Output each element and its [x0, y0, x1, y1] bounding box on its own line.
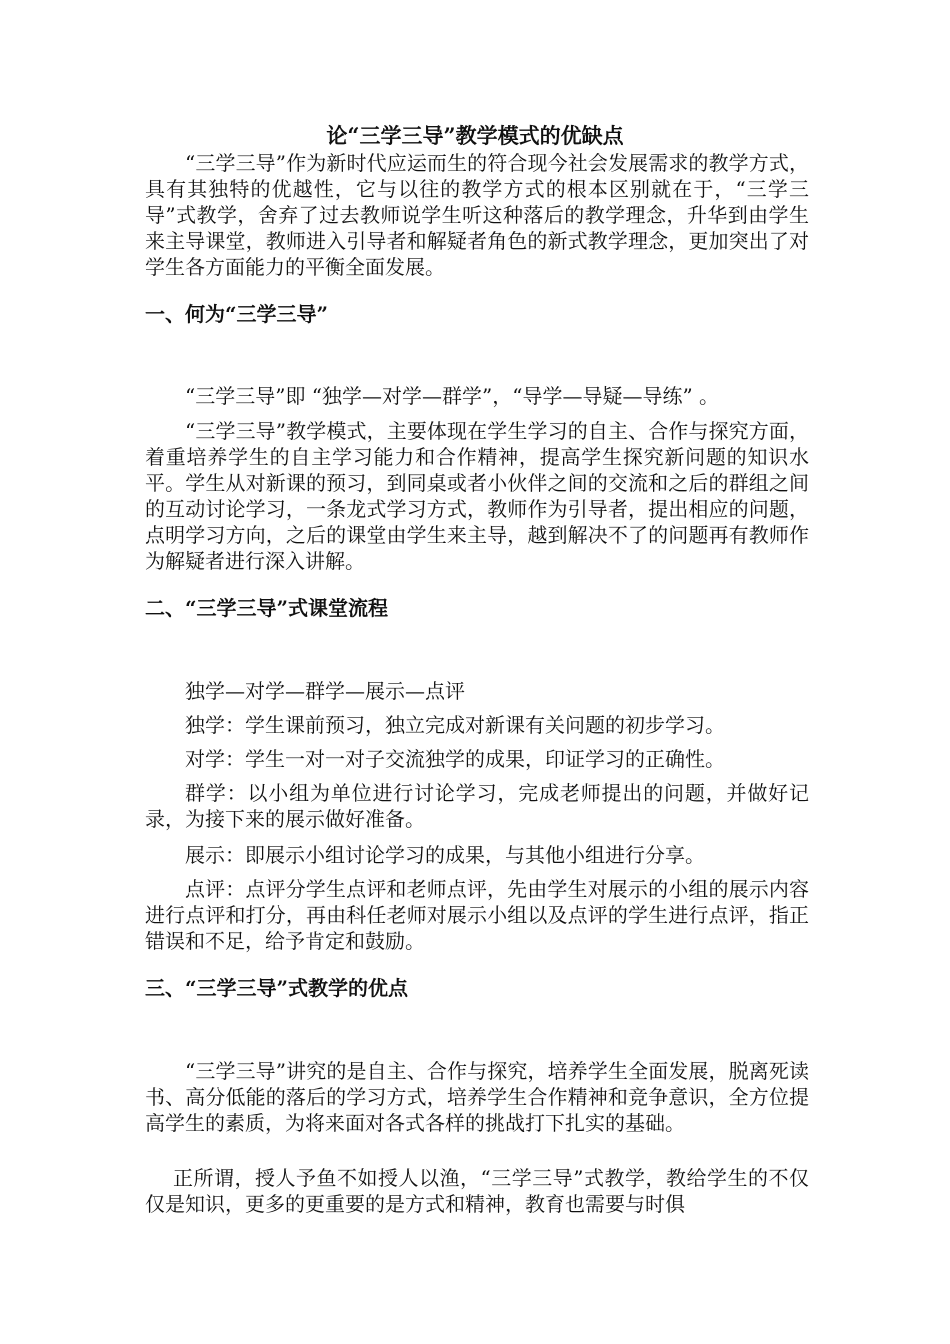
section2-duxue: 独学：学生课前预习，独立完成对新课有关问题的初步学习。: [185, 713, 725, 737]
section1-heading: 一、何为“三学三导”: [145, 302, 329, 326]
section2-dianping: 点评：点评分学生点评和老师点评，先由学生对展示的小组的展示内容进行点评和打分，再由科任老师对展示小组以及点评的学生进行点评，指正错误和不足，给予肯定和鼓励。: [145, 877, 809, 953]
section3-paragraph-1: “三学三导”讲究的是自主、合作与探究，培养学生全面发展，脱离死读书、高分低能的落后的学习方式，培养学生合作精神和竞争意识，全方位提高学生的素质，为将来面对各式各样的挑战打下扎实的基础。: [145, 1059, 809, 1135]
section3-heading: 三、“三学三导”式教学的优点: [145, 976, 409, 1000]
section1-paragraph-1: “三学三导”即 “独学—对学—群学”，“导学—导疑—导练” 。: [185, 384, 720, 408]
section3-paragraph-2: 正所谓，授人予鱼不如授人以渔，“三学三导”式教学，教给学生的不仅仅是知识，更多的更重要的是方式和精神，教育也需要与时俱: [145, 1166, 809, 1216]
section2-heading: 二、“三学三导”式课堂流程: [145, 596, 389, 620]
section2-zhanshi: 展示：即展示小组讨论学习的成果，与其他小组进行分享。: [185, 843, 705, 867]
section1-paragraph-2: “三学三导”教学模式，主要体现在学生学习的自主、合作与探究方面，着重培养学生的自主学习能力和合作精神，提高学生探究新问题的知识水平。学生从对新课的预习，到同桌或者小伙伴之间的交流和之后的群组之间的互动讨论学习，一条龙式学习方式，教师作为引导者，提出相应的问题，点明学习方向，之后的课堂由学生来主导，越到解决不了的问题再有教师作为解疑者进行深入讲解。: [145, 419, 809, 573]
section2-flow: 独学—对学—群学—展示—点评: [185, 679, 465, 703]
intro-paragraph: “三学三导”作为新时代应运而生的符合现今社会发展需求的教学方式，具有其独特的优越性，它与以往的教学方式的根本区别就在于，“三学三导”式教学，舍弃了过去教师说学生听这种落后的教学理念，升华到由学生来主导课堂，教师进入引导者和解疑者角色的新式教学理念，更加突出了对学生各方面能力的平衡全面发展。: [145, 151, 809, 279]
section2-qunxue: 群学：以小组为单位进行讨论学习，完成老师提出的问题，并做好记录，为接下来的展示做好准备。: [145, 781, 809, 831]
section2-duixue: 对学：学生一对一对子交流独学的成果，印证学习的正确性。: [185, 747, 725, 771]
document-title: 论“三学三导”教学模式的优缺点: [326, 123, 624, 148]
